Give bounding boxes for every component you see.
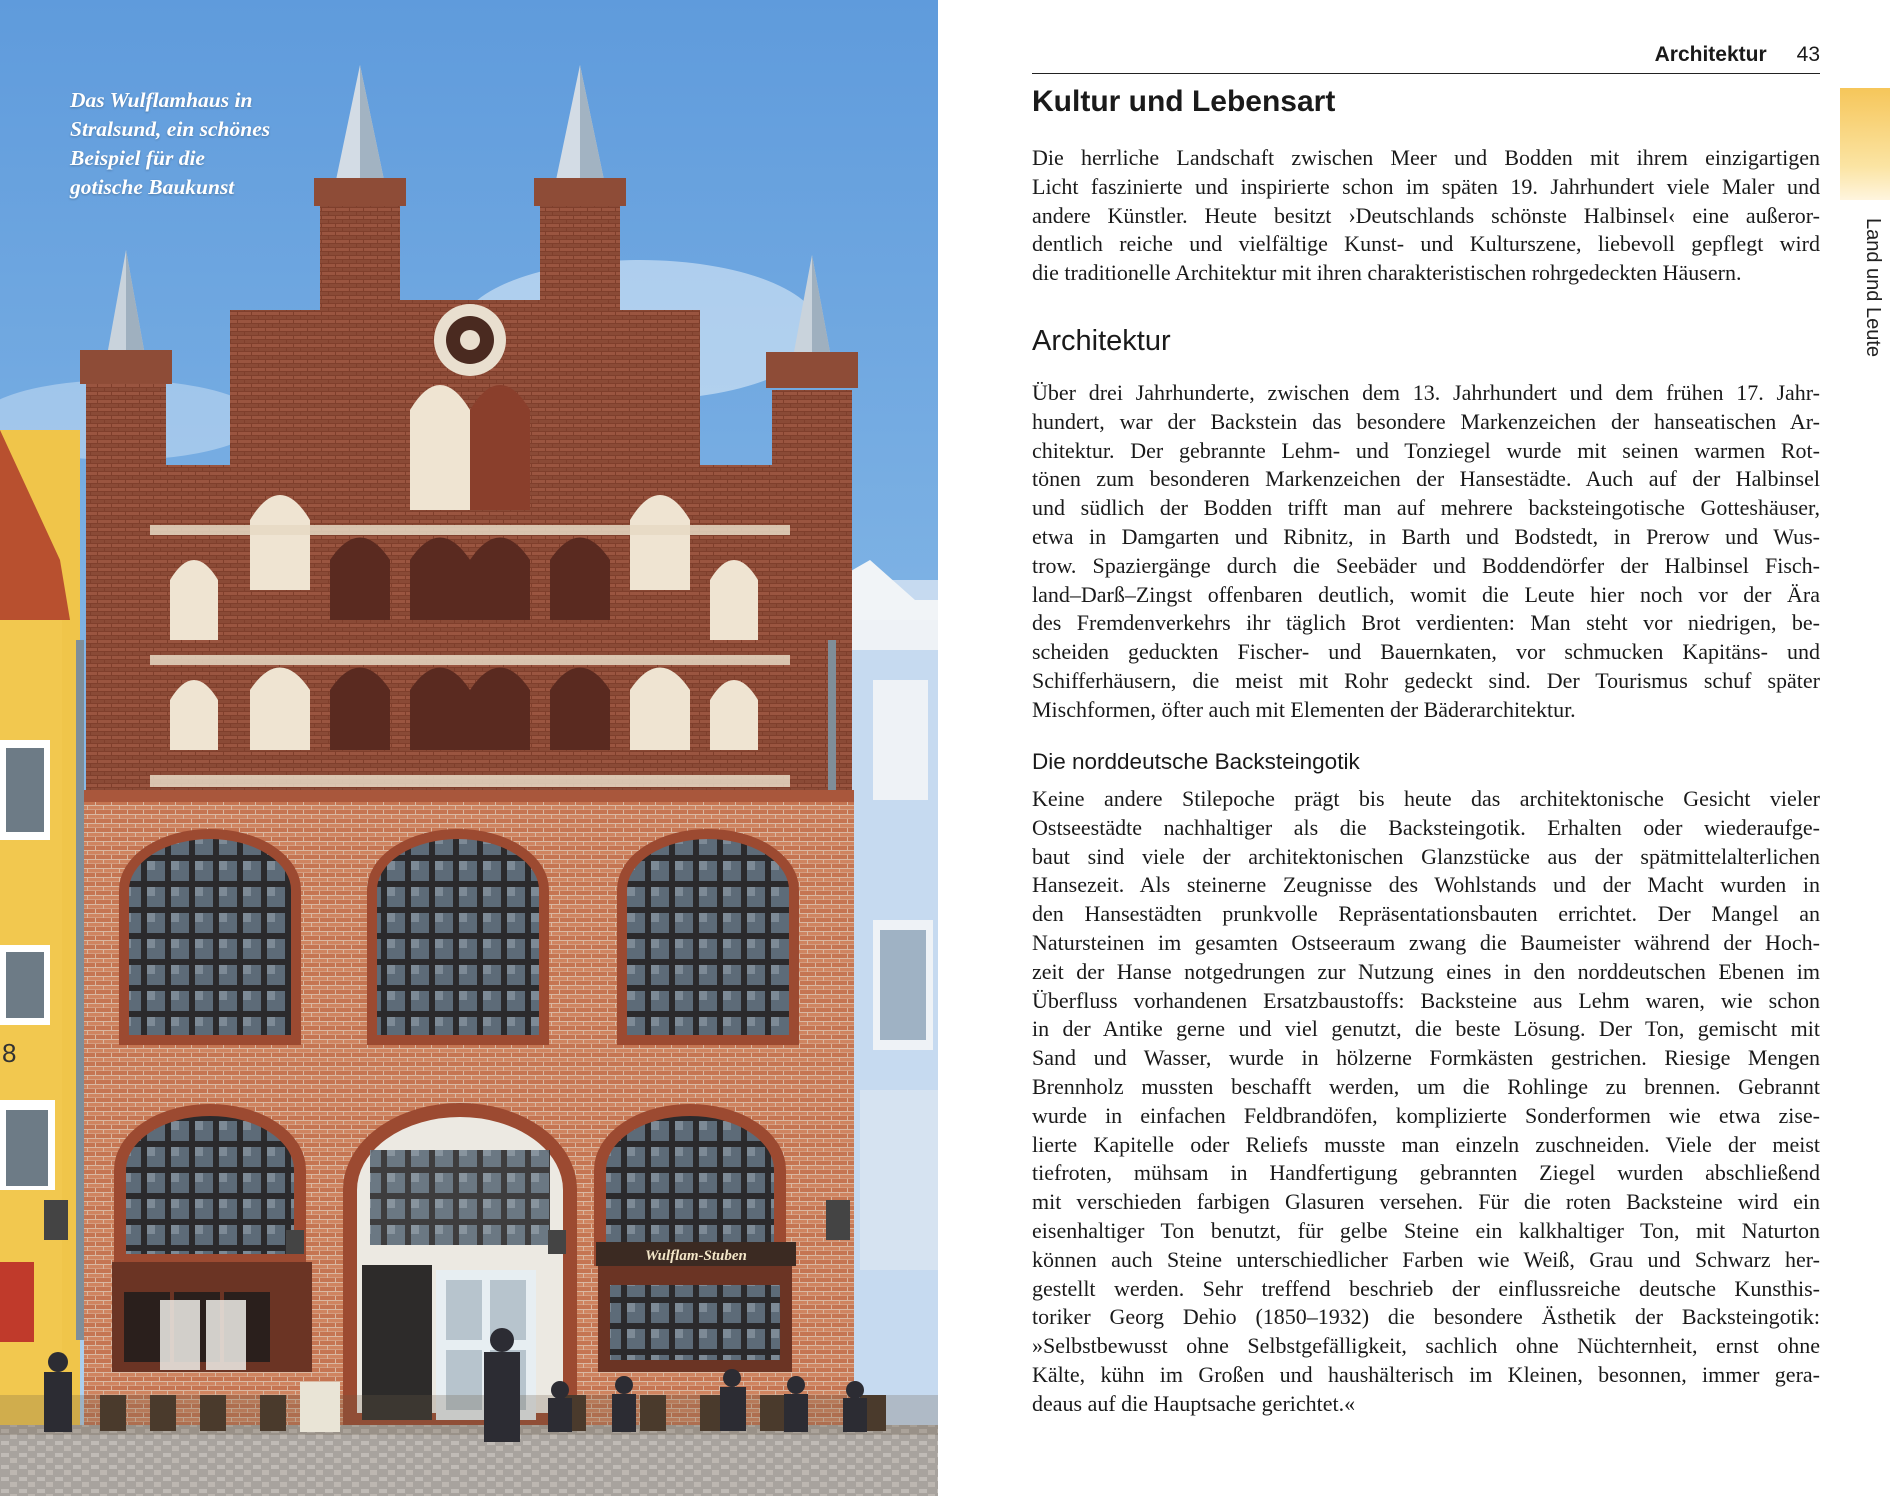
text-line: tiefroten, mühsam in Handfertigung gebrannten Ziegel wurden abschließend: [1032, 1160, 1820, 1186]
text-line: des Fremdenverkehrs ihr täglich Brot verdienten: Man steht vor niedrigen, be-: [1032, 610, 1820, 636]
photo-caption: [70, 86, 370, 202]
text-line: Ostseestädte nachhaltiger als die Backsteingotik. Erhalten oder wiederaufge-: [1032, 814, 1820, 840]
text-line: Brennholz mussten beschafft werden, um die Rohlinge zu brennen. Gebrannt: [1032, 1073, 1820, 1099]
text-line: scheiden geduckten Fischer- und Bauernkaten, vor schmucken Kapitäns- und: [1032, 639, 1820, 665]
text-line: die traditionelle Architektur mit ihren charakteristischen rohrgedeckten Häusern.: [1032, 260, 1742, 286]
text-line: toriker Georg Dehio (1850–1932) die besondere Ästhetik der Backsteingotik:: [1032, 1304, 1820, 1330]
building-illustration: [0, 0, 938, 1496]
subsection-heading: Die norddeutsche Backsteingotik: [1032, 749, 1360, 774]
text-line: Keine andere Stilepoche prägt bis heute das architektonische Gesicht vieler: [1032, 786, 1820, 811]
text-line: trow. Spaziergänge durch die Seebäder und Boddendörfer der Halbinsel Fisch-: [1032, 552, 1820, 578]
text-page: [938, 0, 1890, 1496]
text-line: mit verschieden farbigen Glasuren versehen. Für die roten Backsteine wird ein: [1032, 1189, 1820, 1215]
text-line: wurde in einfachen Feldbrandöfen, komplizierte Sonderformen wie etwa zise-: [1032, 1102, 1820, 1128]
text-line: Mischformen, öfter auch mit Elementen der Bäderarchitektur.: [1032, 696, 1576, 722]
text-line: deaus auf die Hauptsache gerichtet.«: [1032, 1390, 1356, 1416]
text-line: in der Antike gerne und viel genutzt, die beste Lösung. Der Ton, gemischt mit: [1032, 1016, 1820, 1042]
text-line: land–Darß–Zingst offenbaren deutlich, womit die Leute hier noch vor der Ära: [1032, 581, 1820, 607]
text-line: Schifferhäusern, die meist mit Rohr gedeckt sind. Der Tourismus schuf später: [1032, 667, 1820, 693]
text-line: hundert, war der Backstein das besondere Markenzeichen der hanseatischen Ar-: [1032, 408, 1820, 434]
text-line: gestellt werden. Sehr treffend beschrieb der einflussreiche deutsche Kunsthis-: [1032, 1275, 1820, 1301]
chapter-tab-marker: [1840, 88, 1890, 200]
upper-windows: [124, 834, 794, 1040]
text-line: können auch Steine unterschiedlicher Farben wie Weiß, Grau und Schwarz her-: [1032, 1246, 1820, 1272]
caption-line: gotische Baukunst: [70, 175, 235, 199]
intro-paragraph: [1032, 144, 1820, 288]
caption-line: Beispiel für die: [70, 146, 205, 170]
text-line: dentlich reiche und vielfältige Kunst- und Kulturszene, liebevoll gepflegt wird: [1032, 231, 1820, 257]
wulflamhaus-photo: [0, 0, 938, 1496]
text-line: Über drei Jahrhunderte, zwischen dem 13. Jahrhundert und dem frühen 17. Jahr-: [1032, 380, 1820, 405]
caption-line: Stralsund, ein schönes: [70, 117, 271, 141]
text-line: lierte Kapitelle oder Reliefs musste man einzeln zuschneiden. Viele der meist: [1032, 1131, 1820, 1157]
text-line: »Selbstbewusst ohne Selbstgefälligkeit, sachlich ohne Nüchternheit, ernst ohne: [1032, 1333, 1820, 1359]
running-head: [1420, 42, 1820, 68]
page-number: 43: [1796, 43, 1820, 66]
text-line: Hansezeit. Als steinerne Zeugnisse des Wohlstands und der Macht wurden in: [1032, 872, 1820, 898]
text-line: Licht faszinierte und inspirierte schon im späten 19. Jahrhundert viele Maler und: [1032, 173, 1820, 199]
header-rule: [1032, 73, 1820, 74]
text-line: eisenhaltiger Ton benutzt, für gelbe Steine ein kalkhaltiger Ton, mit Naturton: [1032, 1217, 1820, 1243]
house-number: 8: [2, 1038, 17, 1068]
caption-line: Das Wulflamhaus in: [70, 88, 253, 112]
text-line: Kälte, kühn im Großen und haushälterisch im Kleinen, besonnen, immer gera-: [1032, 1361, 1820, 1387]
text-line: und südlich der Bodden trifft man auf mehrere backsteingotische Gotteshäuser,: [1032, 495, 1820, 521]
text-line: Überfluss vorhandenen Ersatzbaustoffs: Backsteine aus Lehm waren, wie schon: [1032, 987, 1820, 1013]
text-line: den Hansestädten prunkvolle Repräsentationsbauten errichtet. Der Mangel an: [1032, 901, 1820, 927]
article-heading: Kultur und Lebensart: [1032, 85, 1336, 118]
text-line: tönen zum besonderen Markenzeichen der Hansestädte. Auch auf der Halbinsel: [1032, 466, 1820, 492]
text-line: chitektur. Der gebrannte Lehm- und Tonziegel wurde mit seinen warmen Rot-: [1032, 437, 1820, 463]
running-head-title: Architektur: [1654, 43, 1767, 66]
text-line: baut sind viele der architektonischen Glanzstücke aus der spätmittelalterlichen: [1032, 843, 1820, 869]
text-line: Sand und Wasser, wurde in hölzerne Formkästen gestrichen. Riesige Mengen: [1032, 1045, 1820, 1071]
backsteingotik-paragraph: [1032, 785, 1820, 1419]
text-line: Natursteinen im gesamten Ostseeraum zwang die Baumeister während der Hoch-: [1032, 929, 1820, 955]
section-heading: Architektur: [1032, 325, 1171, 357]
text-line: etwa in Damgarten und Ribnitz, in Barth und Bodstedt, in Prerow und Wus-: [1032, 523, 1820, 549]
text-line: Die herrliche Landschaft zwischen Meer und Bodden mit ihrem einzigartigen: [1032, 145, 1820, 170]
restaurant-sign-text: Wulflam-Stuben: [645, 1248, 747, 1264]
text-line: andere Künstler. Heute besitzt ›Deutschlands schönste Halbinsel‹ eine außeror-: [1032, 202, 1820, 228]
architecture-paragraph: [1032, 379, 1820, 725]
text-line: zeit der Hanse notgedrungen zur Nutzung eines in den norddeutschen Ebenen im: [1032, 958, 1820, 984]
chapter-side-label: Land und Leute: [1862, 218, 1884, 358]
